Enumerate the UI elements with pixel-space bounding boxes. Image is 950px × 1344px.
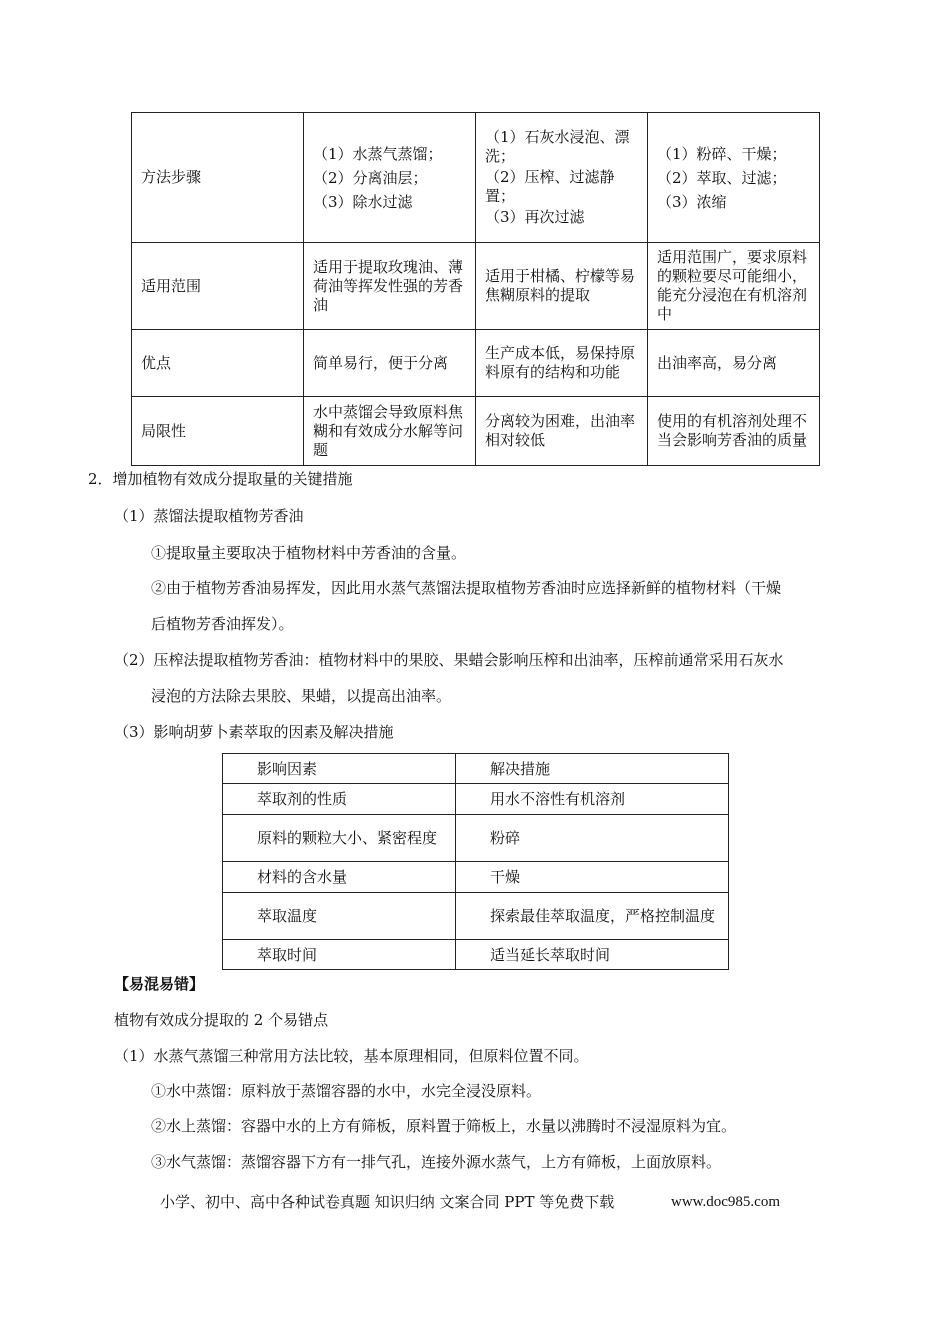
table-cell: 材料的含水量 — [223, 862, 456, 893]
table-cell: 使用的有机溶剂处理不当会影响芳香油的质量 — [648, 397, 820, 466]
row-label: 适用范围 — [132, 243, 304, 330]
table-row — [223, 784, 729, 815]
row-label: 方法步骤 — [132, 113, 304, 243]
factor-solution-table — [222, 753, 729, 970]
step-text: （1）粉碎、干燥； — [657, 144, 787, 163]
header-cell: 影响因素 — [223, 754, 456, 784]
table-cell: 生产成本低，易保持原料原有的结构和功能 — [476, 330, 648, 397]
paragraph: ②水上蒸馏：容器中水的上方有筛板，原料置于筛板上，水量以沸腾时不浸湿原料为宜。 — [151, 1117, 737, 1135]
step-text: （2）萃取、过滤； — [657, 168, 787, 187]
step-text: （3）再次过滤 — [485, 208, 585, 226]
table-cell: 萃取剂的性质 — [223, 784, 456, 815]
paragraph: ③水气蒸馏：蒸馏容器下方有一排气孔，连接外源水蒸气，上方有筛板，上面放原料。 — [151, 1153, 722, 1171]
table-cell: 分离较为困难，出油率相对较低 — [476, 397, 648, 466]
table-cell: 适当延长萃取时间 — [456, 940, 729, 970]
row-label: 局限性 — [132, 397, 304, 466]
table-row — [223, 862, 729, 893]
header-cell: 解决措施 — [456, 754, 729, 784]
step-text: （1）水蒸气蒸馏； — [313, 144, 443, 163]
table-cell: 探索最佳萃取温度，严格控制温度 — [456, 893, 729, 940]
paragraph: 后植物芳香油挥发）。 — [151, 615, 294, 633]
paragraph: 植物有效成分提取的 2 个易错点 — [114, 1011, 329, 1029]
step-text: （3）浓缩 — [657, 192, 727, 211]
table-cell: 水中蒸馏会导致原料焦糊和有效成分水解等问题 — [304, 397, 476, 466]
paragraph: 浸泡的方法除去果胶、果蜡，以提高出油率。 — [151, 687, 452, 705]
section-tag: 【易混易错】 — [114, 975, 205, 993]
footer-url[interactable]: www.doc985.com — [671, 1194, 781, 1210]
paragraph: ②由于植物芳香油易挥发，因此用水蒸气蒸馏法提取植物芳香油时应选择新鲜的植物材料（干燥 — [151, 579, 782, 597]
step-text: （1）石灰水浸泡、漂洗； — [485, 128, 630, 165]
table-cell: 干燥 — [456, 862, 729, 893]
table-cell: 萃取温度 — [223, 893, 456, 940]
table-cell — [648, 113, 820, 243]
step-text: （2）分离油层； — [313, 168, 428, 187]
paragraph: ①提取量主要取决于植物材料中芳香油的含量。 — [151, 544, 467, 562]
table-cell — [476, 113, 648, 243]
table-cell: 出油率高，易分离 — [648, 330, 820, 397]
step-text: （3）除水过滤 — [313, 192, 413, 211]
paragraph: ①水中蒸馏：原料放于蒸馏容器的水中，水完全浸没原料。 — [151, 1082, 542, 1100]
table-header-row — [223, 754, 729, 784]
item-title: （1）水蒸气蒸馏三种常用方法比较，基本原理相同，但原料位置不同。 — [114, 1047, 589, 1065]
row-label: 优点 — [132, 330, 304, 397]
table-cell: 适用于提取玫瑰油、薄荷油等挥发性强的芳香油 — [304, 243, 476, 330]
method-comparison-table — [131, 112, 820, 466]
table-cell: 原料的颗粒大小、紧密程度 — [223, 815, 456, 862]
table-row — [223, 940, 729, 970]
paragraph: （2）压榨法提取植物芳香油：植物材料中的果胶、果蜡会影响压榨和出油率，压榨前通常采用石灰水 — [114, 651, 784, 669]
table-row — [132, 330, 820, 397]
table-cell: 用水不溶性有机溶剂 — [456, 784, 729, 815]
table-cell — [304, 113, 476, 243]
table-row — [223, 893, 729, 940]
section-heading: 2．增加植物有效成分提取量的关键措施 — [88, 470, 353, 488]
table-cell: 萃取时间 — [223, 940, 456, 970]
table-row — [223, 815, 729, 862]
step-text: （2）压榨、过滤静置； — [485, 168, 615, 205]
table-cell: 适用范围广，要求原料的颗粒要尽可能细小，能充分浸泡在有机溶剂中 — [648, 243, 820, 330]
table-cell: 适用于柑橘、柠檬等易焦糊原料的提取 — [476, 243, 648, 330]
footer-text: 小学、初中、高中各种试卷真题 知识归纳 文案合同 PPT 等免费下载 — [160, 1193, 615, 1211]
table-row — [132, 113, 820, 243]
table-cell: 简单易行，便于分离 — [304, 330, 476, 397]
table-row — [132, 243, 820, 330]
table-row — [132, 397, 820, 466]
item-title: （1）蒸馏法提取植物芳香油 — [114, 507, 304, 525]
table-cell: 粉碎 — [456, 815, 729, 862]
item-title: （3）影响胡萝卜素萃取的因素及解决措施 — [114, 723, 394, 741]
